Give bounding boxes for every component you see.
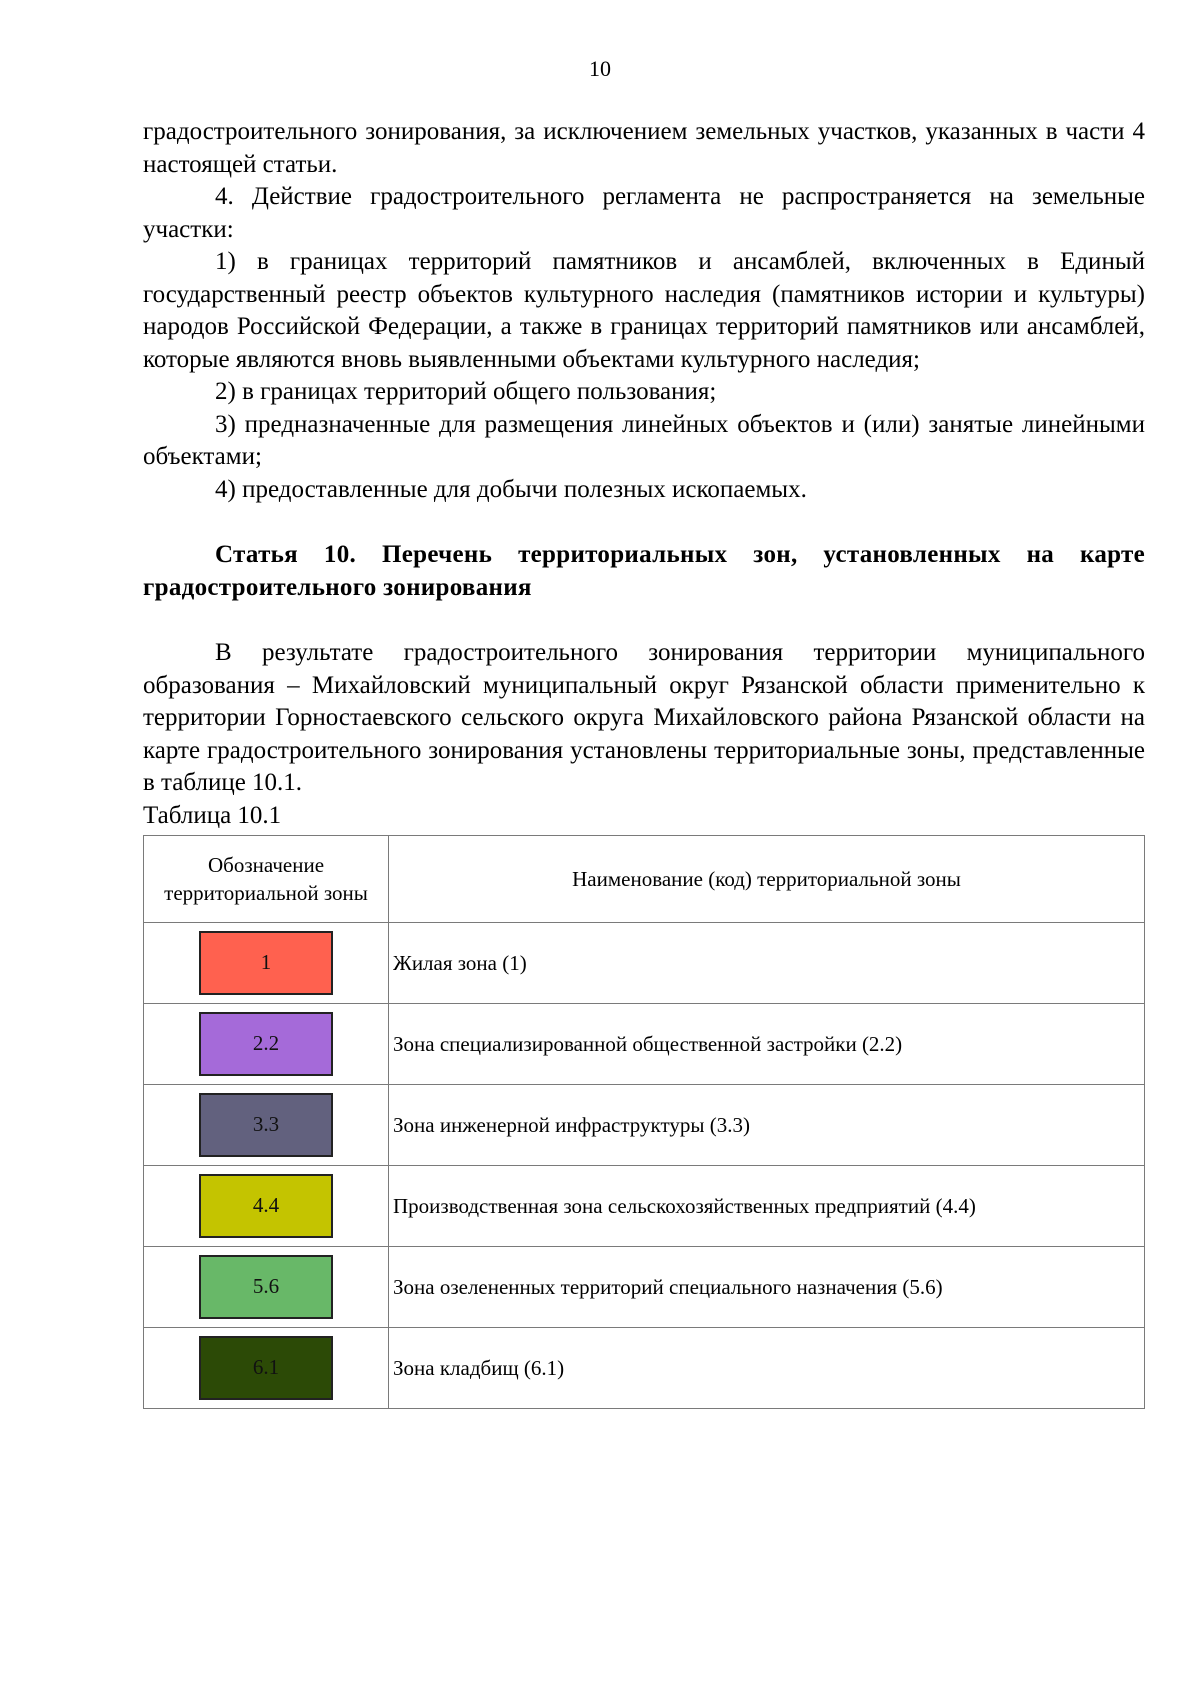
- zone-code-cell: [144, 1003, 389, 1084]
- zones-table: [143, 835, 1145, 1409]
- zone-code-cell: [144, 1084, 389, 1165]
- body-paragraphs: [143, 116, 1145, 506]
- zone-color-swatch: 1: [199, 931, 333, 995]
- table-row: [144, 1084, 1145, 1165]
- body-paragraph: 4) предоставленные для добычи полезных ископаемых.: [215, 475, 807, 503]
- zone-name-cell: Производственная зона сельскохозяйственных предприятий (4.4): [389, 1165, 1145, 1246]
- spacer: [143, 604, 1145, 637]
- page-number: 10: [589, 56, 611, 81]
- table-body: [144, 922, 1145, 1408]
- zone-color-swatch: 5.6: [199, 1255, 333, 1319]
- table-caption: Таблица 10.1: [143, 801, 282, 829]
- zone-color-swatch: 2.2: [199, 1012, 333, 1076]
- intro-section: [143, 637, 1145, 800]
- zone-code-cell: [144, 1246, 389, 1327]
- header-zone-code: Обозначение территориальной зоны: [144, 835, 389, 922]
- page-content: [143, 116, 1145, 1409]
- zone-name-cell: Зона озелененных территорий специального назначения (5.6): [389, 1246, 1145, 1327]
- zone-code-cell: [144, 1165, 389, 1246]
- body-paragraph: 1) в границах территорий памятников и ансамблей, включенных в Единый государственный реестр объектов культурного наследия (памятников истории и культуры) народов Российской Федерации, а также в границах территорий памятников или ансамблей, которые являются вновь выявленными объектами культурного наследия;: [143, 248, 1145, 373]
- zone-name-cell: Зона специализированной общественной застройки (2.2): [389, 1003, 1145, 1084]
- zone-name-cell: Жилая зона (1): [389, 922, 1145, 1003]
- table-row: [144, 1246, 1145, 1327]
- zone-code-cell: [144, 922, 389, 1003]
- header-zone-name: Наименование (код) территориальной зоны: [389, 835, 1145, 922]
- table-row: [144, 1003, 1145, 1084]
- table-row: [144, 922, 1145, 1003]
- table-header-row: [144, 835, 1145, 922]
- body-paragraph: 4. Действие градостроительного регламента не распространяется на земельные участки:: [143, 183, 1145, 243]
- spacer: [143, 506, 1145, 539]
- article-heading: Статья 10. Перечень территориальных зон, установленных на карте градостроительного зонирования: [143, 541, 1145, 601]
- body-paragraph: 2) в границах территорий общего пользования;: [215, 378, 717, 405]
- table-row: [144, 1327, 1145, 1408]
- zone-code-cell: [144, 1327, 389, 1408]
- zone-name-cell: Зона кладбищ (6.1): [389, 1327, 1145, 1408]
- zone-color-swatch: 4.4: [199, 1174, 333, 1238]
- zone-name-cell: Зона инженерной инфраструктуры (3.3): [389, 1084, 1145, 1165]
- table-row: [144, 1165, 1145, 1246]
- zone-color-swatch: 3.3: [199, 1093, 333, 1157]
- intro-paragraph: В результате градостроительного зонирования территории муниципального образования – Михайловский муниципальный округ Рязанской области применительно к территории Горностаевского сельского округа Михайловского района Рязанской области на карте градостроительного зонирования установлены территориальные зоны, представленные в таблице 10.1.: [143, 639, 1145, 796]
- body-paragraph: градостроительного зонирования, за исключением земельных участков, указанных в части 4 настоящей статьи.: [143, 118, 1145, 178]
- zone-color-swatch: 6.1: [199, 1336, 333, 1400]
- body-paragraph: 3) предназначенные для размещения линейных объектов и (или) занятые линейными объектами;: [143, 410, 1145, 470]
